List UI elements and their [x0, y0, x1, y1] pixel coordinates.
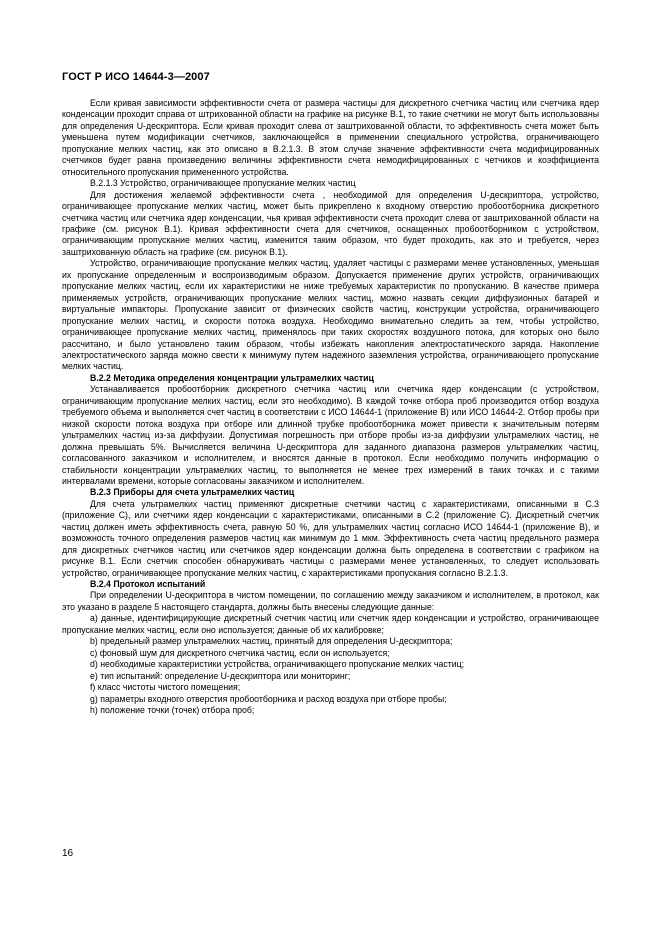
- list-item: d) необходимые характеристики устройства, ограничивающего пропускание мелких частиц;: [90, 659, 465, 670]
- document-body: [62, 98, 599, 716]
- list-item: а) данные, идентифицирующие дискретный счетчик частиц или счетчик ядер конденсации и устройство, ограничивающее пропускание мелких частиц, если оно используется; данные об их калибровке;: [62, 613, 599, 635]
- page-number: 16: [62, 848, 74, 859]
- paragraph: Для достижения желаемой эффективности счета , необходимой для определения U-дескриптора, устройство, ограничивающее пропускание мелких частиц, может быть прикреплено к входному отверстию пробоотборника дискретного счетчика частиц или счетчика ядер конденсации, чья кривая эффективности счета проходит слева от заштрихованной области на графике (см. рисунок В.1). Кривая эффективности счета для счетчиков, оснащенных пробоотборником с устройством, ограничивающим пропускание мелких частиц, изменится таким образом, что будет проходить, как это и требуется, через заштрихованную область на графике (см. рисунок В.1).: [62, 189, 599, 257]
- paragraph: Если кривая зависимости эффективности счета от размера частицы для дискретного счетчика частиц или счетчика ядер конденсации проходит справа от штрихованной области на графике на рисунке В.1, то такие счетчики не могут быть использованы для определения U-дескриптора. Если кривая проходит слева от заштрихованной области, то эффективность счета может быть уменьшена путем модификации счетчиков, заключающейся в применении специального устройства, ограничивающего пропускание мелких частиц, как это описано в В.2.1.3. В этом случае значение эффективности счета модифицированных счетчиков будет равна произведению величины эффективности счета немодифицированных с четчиков и коэффициента относительного пропускания примененного устройства.: [62, 98, 599, 177]
- list-item: b) предельный размер ультрамелких частиц, принятый для определения U-дескриптора;: [90, 636, 453, 647]
- paragraph: Устанавливается пробоотборник дискретного счетчика частиц или счетчика ядер конденсации (с устройством, ограничивающим пропускание мелких частиц, если это необходимо). В каждой точке отбора проб производится отбор воздуха требуемого объема и выполняется счет частиц в соответствии с ИСО 14644-1 (приложение В) или ИСО 14644-2. Отбор пробы при низкой скорости потока воздуха при отборе или длинной трубке пробоотборника может привести к значительным потерям ультрамелких частиц из-за диффузии. Допустимая погрешность при отборе пробы из-за диффузии ультрамелких частиц, не должна превышать 5%. Вычисляется величина U-дескриптора для заданного диапазона размеров ультрамелких частиц, согласованного заказчиком и исполнителем, и вносятся данные в протокол. Если необходимо получить информацию о стабильности концентрации ультрамелких частиц, то выполняется не менее трех измерений в таких точках и с такими интервалами времени, которые согласованы заказчиком и исполнителем.: [62, 384, 599, 486]
- list-item: g) параметры входного отверстия пробоотборника и расход воздуха при отборе пробы;: [90, 693, 447, 704]
- section-heading: В.2.2 Методика определения концентрации ультрамелких частиц: [90, 372, 374, 383]
- paragraph: При определении U-дескриптора в чистом помещении, по соглашению между заказчиком и исполнителем, в протокол, как это указано в разделе 5 настоящего стандарта, должны быть внесены следующие данные:: [62, 590, 599, 612]
- subsection-title: В.2.1.3 Устройство, ограничивающее пропускание мелких частиц: [90, 178, 356, 189]
- list-item: e) тип испытаний: определение U-дескриптора или мониторинг;: [90, 670, 351, 681]
- list-item: h) положение точки (точек) отбора проб;: [90, 705, 255, 716]
- list-item: c) фоновый шум для дискретного счетчика частиц, если он используется;: [90, 647, 390, 658]
- list-item: f) класс чистоты чистого помещения;: [90, 682, 241, 693]
- section-heading: В.2.3 Приборы для счета ультрамелких частиц: [90, 487, 295, 498]
- section-heading: В.2.4 Протокол испытаний: [90, 579, 206, 590]
- paragraph: Устройство, ограничивающие пропускание мелких частиц, удаляет частицы с размерами менее установленных, уменьшая их пропускание определенным и воспроизводимым образом. Допускается применение других устройств, ограничивающих пропускание мелких частиц, если их характеристики не ниже требуемых характеристик по пропусканию. В качестве примера применяемых устройств, ограничивающих пропускание мелких частиц, можно назвать секции диффузионных батарей и виртуальные импакторы. Пропускание зависит от физических свойств частиц, конструкции устройства, ограничивающего пропускание мелких частиц, и скорости потока воздуха. Необходимо внимательно следить за тем, чтобы устройство, ограничивающее пропускание мелких частиц, применялось при таких скоростях воздушного потока, для которых оно было рассчитано, и было установлено таким образом, чтобы избежать накопления электростатического заряда. Накопление электростатического заряда можно свести к минимуму путем надежного заземления устройства, ограничивающего пропускание мелких частиц.: [62, 258, 599, 372]
- paragraph: Для счета ультрамелких частиц применяют дискретные счетчики частиц с характеристиками, описанными в С.3 (приложение С), или счетчики ядер конденсации с характеристиками, описанными в С.2 (приложение С). Дискретный счетчик частиц должен иметь эффективность счета, равную 50 %, для ультрамелких частиц согласно ИСО 14644-1 (приложение В), и возможность точного определения размеров частиц как минимум до 1 мкм. Эффективность счета частиц предельного размера для дискретных счетчиков частиц или счетчиков ядер конденсации должна быть определена в соответствии с графиком на рисунке В.1. Если счетчик способен обнаруживать частицы с размерами менее установленных, то следует использовать устройство, ограничивающее пропускание мелких частиц, с характеристиками пропускания согласно В.2.1.3.: [62, 498, 599, 578]
- document-header: ГОСТ Р ИСО 14644-3—2007: [62, 71, 210, 83]
